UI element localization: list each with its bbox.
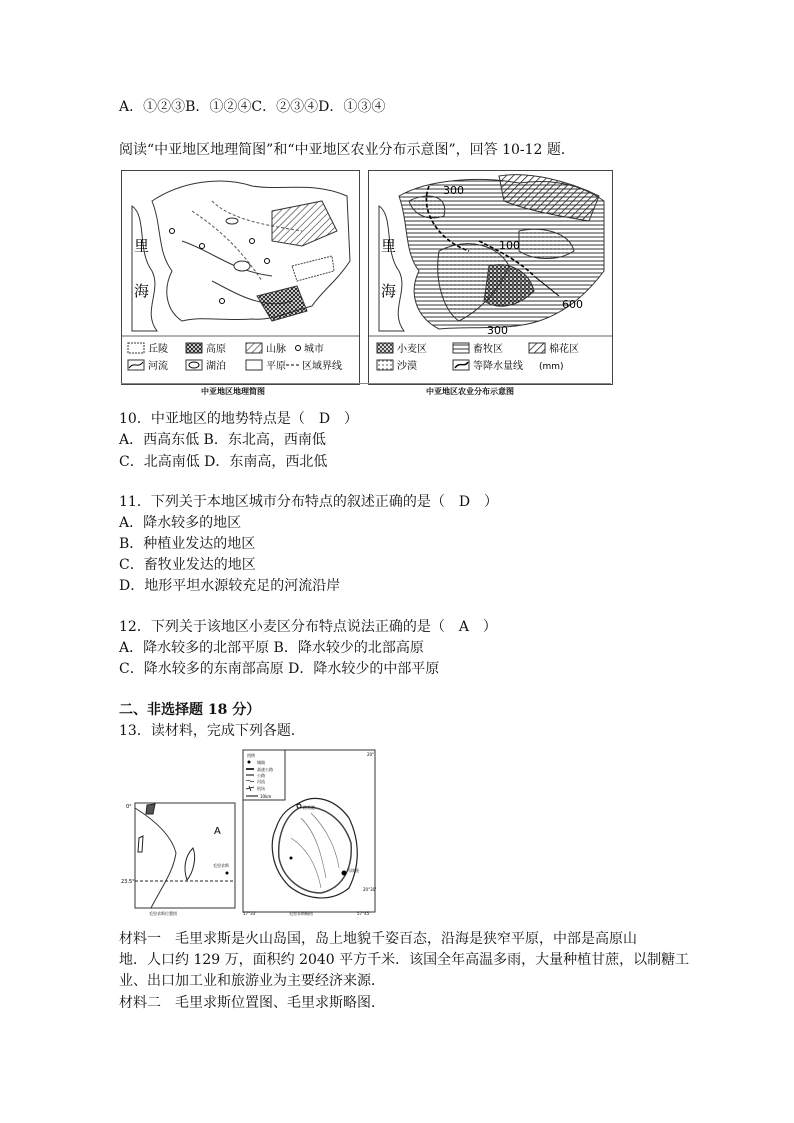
central-asia-agriculture-map [368, 170, 613, 385]
reading-intro: 阅读“中亚地区地理简图”和“中亚地区农业分布示意图”，回答 10-12 题． [119, 142, 575, 158]
material-1-line-1: 材料一 毛里求斯是火山岛国，岛上地貌千姿百态，沿海是狭窄平原，中部是高原山 [119, 931, 637, 947]
sea-label-bottom-2: 海 [381, 282, 397, 300]
legend-road: 公路 [257, 773, 265, 778]
legend-plateau: 高原 [206, 344, 226, 355]
legend-plain: 平原 [266, 361, 286, 372]
legend-wheat: 小麦区 [397, 344, 427, 355]
question-12-stem: 12．下列关于该地区小麦区分布特点说法正确的是（ A ） [119, 619, 497, 635]
legend-lake: 湖泊 [206, 361, 226, 372]
legend-city: 城市 [304, 344, 324, 355]
legend-mountain: 山脉 [266, 344, 286, 355]
sea-label-top-2: 里 [381, 237, 397, 255]
question-10-options-cd: C．北高南低 D．东南高，西北低 [119, 454, 328, 470]
lat-bottom-label: 20°30' [363, 887, 376, 892]
legend-desert: 沙漠 [397, 361, 417, 372]
material-2: 材料二 毛里求斯位置图、毛里求斯略图． [119, 995, 385, 1011]
iso-label-600: 600 [562, 298, 583, 311]
map2-caption: 中亚地区农业分布示意图 [426, 387, 514, 396]
question-11-option-a: A．降水较多的地区 [119, 515, 242, 531]
legend-river: 河流 [148, 361, 168, 372]
legend-river-2: 河流 [257, 779, 265, 784]
material-1-line-2: 地．人口约 129 万，面积约 2040 平方千米．该国全年高温多雨，大量种植甘蔗，以制糖工 [119, 952, 690, 968]
left-caption: 毛里求斯位置图 [149, 911, 177, 916]
tick-0: 0° [126, 804, 132, 810]
iso-label-300-top: 300 [443, 184, 464, 197]
lon-left-label: 57°33' [243, 911, 257, 916]
sea-label-bottom: 海 [134, 282, 150, 300]
question-11-option-c: C．畜牧业发达的地区 [119, 557, 256, 573]
legend-expressway: 高速公路 [257, 767, 273, 772]
city-label-mahebourg: 马埃堡 [347, 868, 359, 873]
central-asia-geography-map [121, 170, 360, 385]
iso-label-300-bottom: 300 [487, 324, 508, 337]
legend-pasture: 畜牧区 [473, 344, 503, 355]
question-10-options-ab: A．西高东低 B．东北高，西南低 [119, 432, 326, 448]
city-label-port-louis: 路易港 [303, 805, 315, 810]
legend-town: 城镇 [257, 760, 265, 765]
iso-label-100: 100 [499, 239, 520, 252]
legend-airport: 机场 [257, 786, 265, 791]
mauritius-figure [121, 748, 376, 918]
caption-strip [121, 383, 611, 398]
question-12-options-cd: C．降水较多的东南部高原 D．降水较少的中部平原 [119, 661, 440, 677]
right-caption: 毛里求斯略图 [289, 911, 313, 916]
legend-boundary: 区域界线 [302, 361, 342, 372]
answer-options-prev: A．①②③B．①②④C．②③④D．①③④ [119, 99, 386, 115]
scale-label: 10km [260, 794, 272, 799]
section-2-heading: 二、非选择题 18 分） [119, 702, 261, 718]
lon-right-label: 57°45' [357, 911, 371, 916]
question-11-option-d: D．地形平坦水源较充足的河流沿岸 [119, 578, 341, 594]
lat-top-label: 20° [367, 752, 375, 757]
legend-cotton: 棉花区 [549, 344, 579, 355]
legend-isohyet: 等降水量线 [473, 361, 523, 372]
sea-label-top: 里 [134, 237, 150, 255]
legend-mm-unit: (mm) [539, 362, 564, 372]
question-12-options-ab: A．降水较多的北部平原 B．降水较少的北部高原 [119, 640, 424, 656]
legend-hills: 丘陵 [148, 344, 168, 355]
question-13-stem: 13．读材料，完成下列各题． [119, 723, 305, 739]
material-1-line-3: 业、出口加工业和旅游业为主要经济来源． [119, 973, 385, 989]
question-11-stem: 11．下列关于本地区城市分布特点的叙述正确的是（ D ） [119, 494, 499, 510]
map1-caption: 中亚地区地理简图 [201, 387, 265, 396]
region-label-a: A [214, 826, 221, 837]
lat-label: 23.5° [121, 879, 135, 885]
question-10-stem: 10．中亚地区的地势特点是（ D ） [119, 411, 359, 427]
small-label: 毛里求斯 [213, 863, 229, 868]
question-11-option-b: B．种植业发达的地区 [119, 536, 256, 552]
legend-title: 图例 [247, 753, 255, 758]
